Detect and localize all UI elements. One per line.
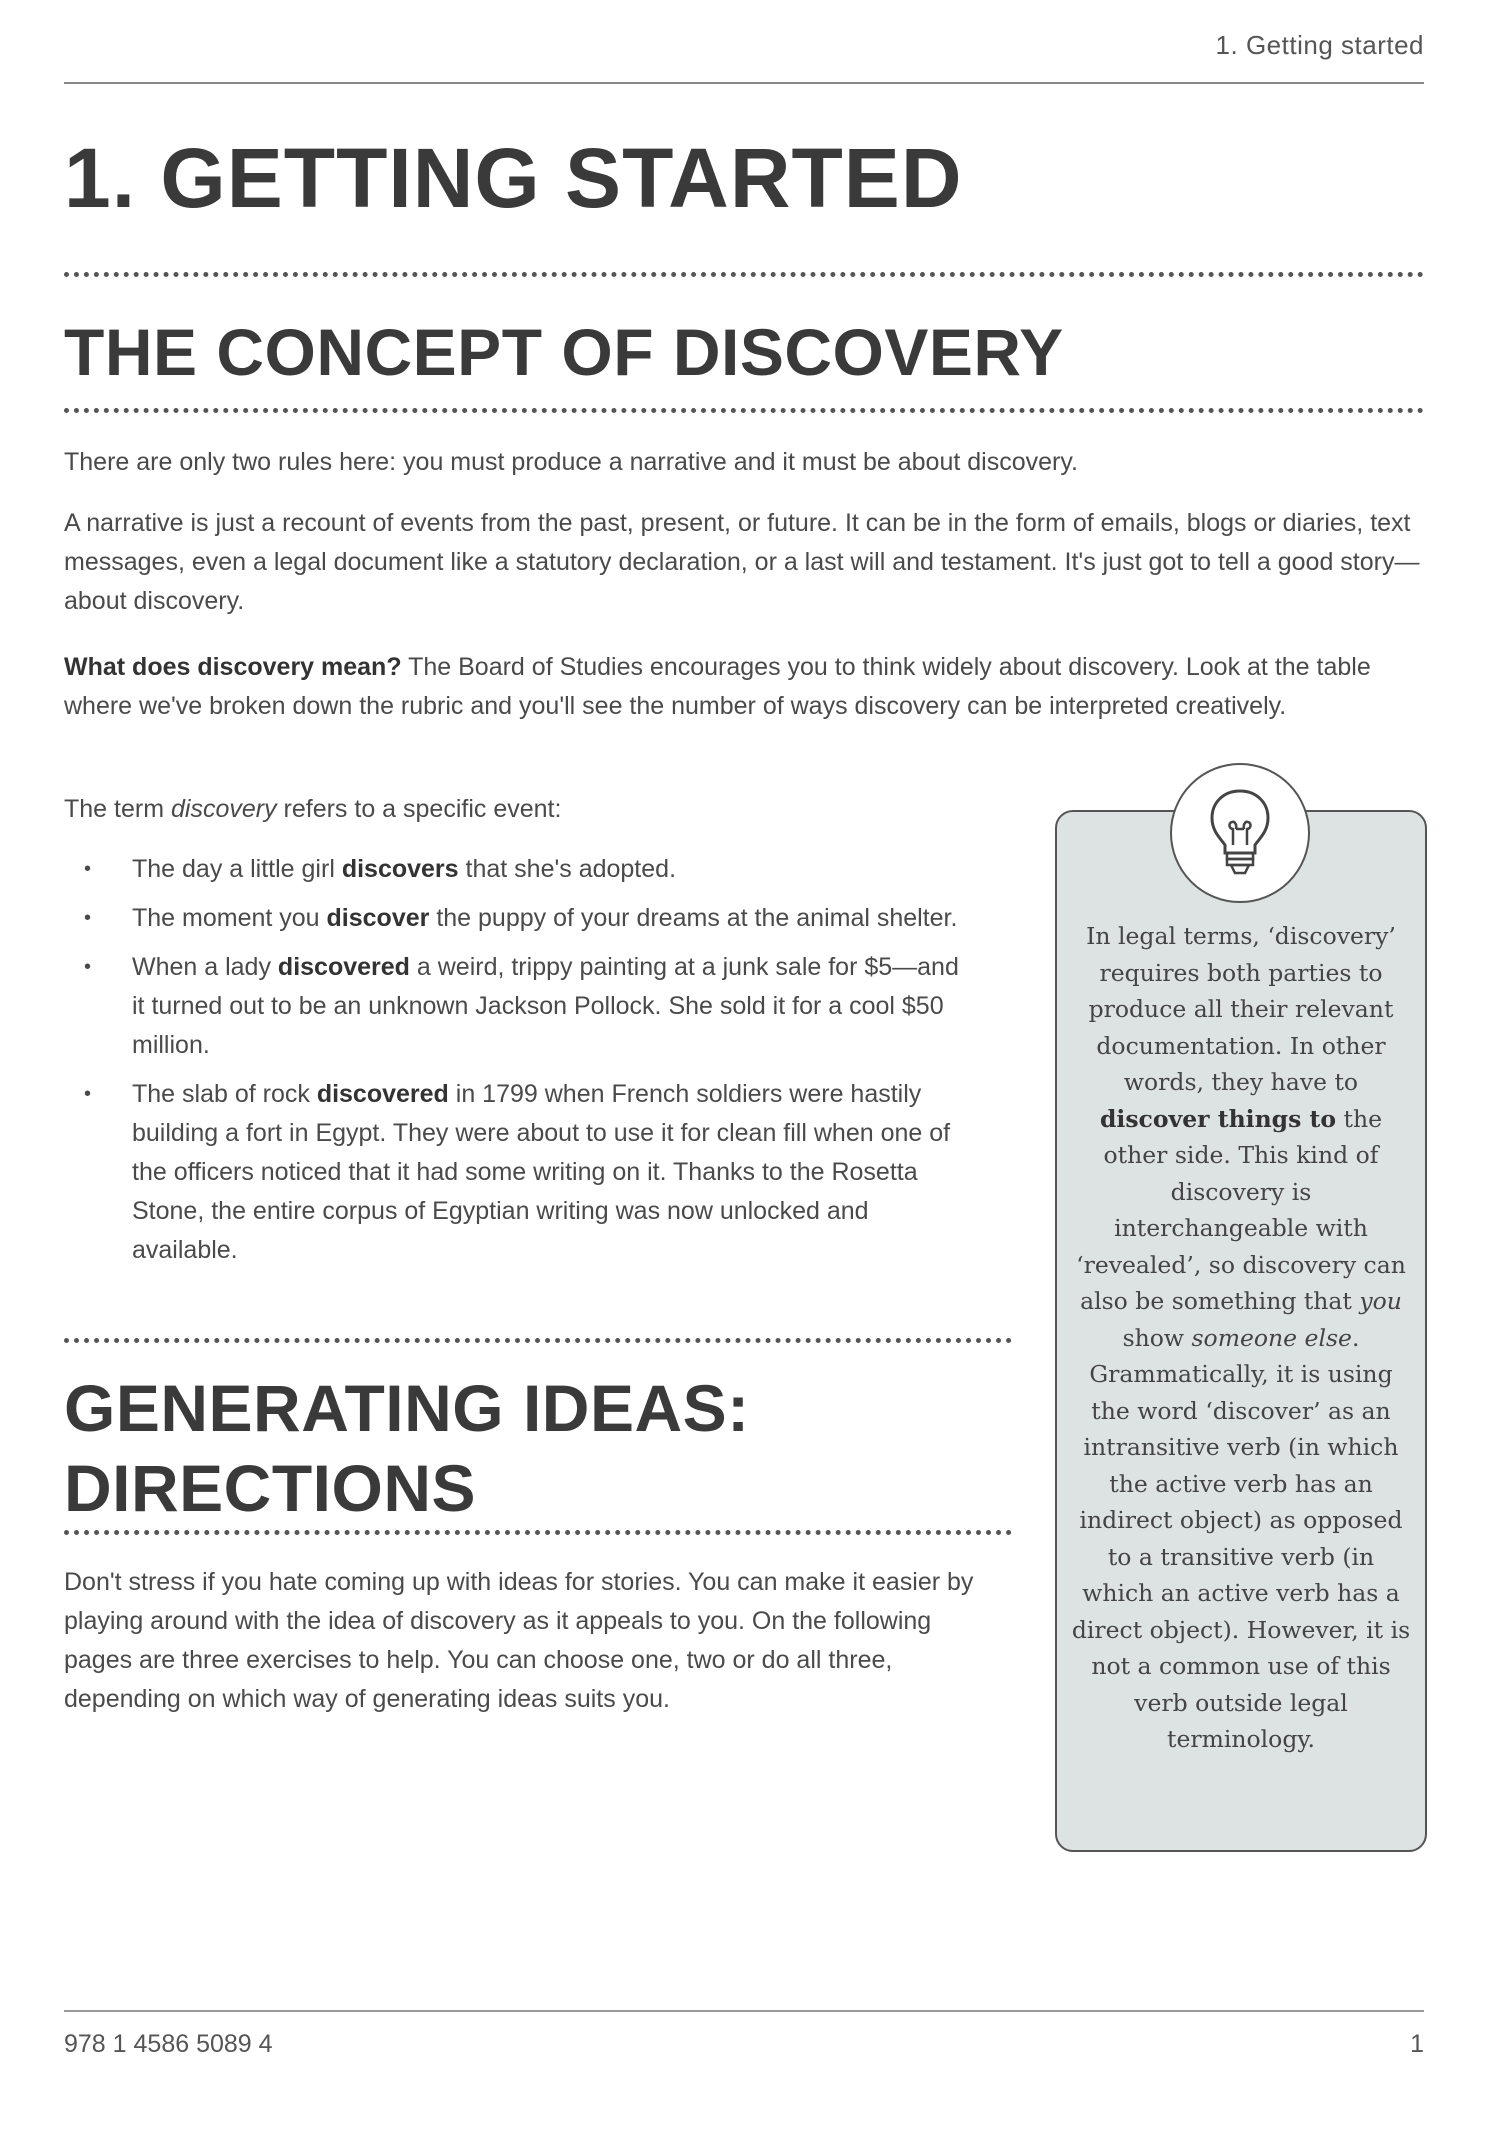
bullet-text: in 1799 when French soldiers were hastily building a fort in Egypt. They were about to use it for clean fill when one of the officers noticed that it had some writing on it. Thanks to the Rosetta Stone, the entire corpus of Egyptian writing was now unlocked and available. bbox=[132, 1080, 951, 1264]
tip-text-part: In legal terms, ‘discovery’ requires both parties to produce all their relevant documentation. In other words, they have to bbox=[1086, 922, 1396, 1096]
tip-text-part: the other side. This kind of discovery is interchangeable with ‘revealed’, so discovery can also be something that bbox=[1076, 1104, 1406, 1315]
bullet-text: When a lady bbox=[132, 953, 278, 981]
list-item bbox=[64, 948, 964, 1065]
lightbulb-icon bbox=[1170, 763, 1310, 903]
footer-rule bbox=[64, 2010, 1424, 2012]
tip-text bbox=[1070, 918, 1412, 1758]
dotted-divider bbox=[64, 408, 1424, 413]
section-title-concept: THE CONCEPT OF DISCOVERY bbox=[64, 315, 1064, 389]
bullet-bold: discovered bbox=[277, 953, 410, 981]
bullet-bold: discovered bbox=[316, 1080, 449, 1108]
question-lead: What does discovery mean? bbox=[64, 653, 402, 681]
lightbulb-icon-graphic bbox=[1207, 787, 1273, 879]
section-title-ideas bbox=[64, 1368, 750, 1528]
ideas-title-line2: DIRECTIONS bbox=[64, 1451, 477, 1525]
list-item bbox=[64, 1075, 964, 1270]
intro-paragraph: There are only two rules here: you must produce a narrative and it must be about discovery. bbox=[64, 448, 1078, 476]
bullet-bold: discovers bbox=[341, 855, 459, 883]
dotted-divider bbox=[64, 272, 1424, 277]
ideas-title-line1: GENERATING IDEAS: bbox=[64, 1371, 750, 1445]
dotted-divider bbox=[64, 1338, 1012, 1343]
ideas-paragraph: Don't stress if you hate coming up with ideas for stories. You can make it easier by playing around with the idea of discovery as it appeals to you. On the following pages are three exercises to help. You can choose one, two or do all three, depending on which way of generating ideas suits you. bbox=[64, 1568, 974, 1713]
bullet-text: that she's adopted. bbox=[458, 855, 677, 883]
tip-text-part: show bbox=[1122, 1323, 1192, 1352]
chapter-title: 1. GETTING STARTED bbox=[64, 131, 963, 225]
tip-text-bold: discover things to bbox=[1099, 1104, 1337, 1133]
list-item bbox=[64, 899, 964, 938]
question-body: The Board of Studies encourages you to think widely about discovery. Look at the table where we've broken down the rubric and you'll see the number of ways discovery can be interpreted creatively. bbox=[64, 653, 1371, 720]
term-post: refers to a specific event: bbox=[276, 795, 562, 823]
tip-text-italic: you bbox=[1359, 1287, 1402, 1315]
discovery-examples-list bbox=[64, 850, 964, 1280]
term-word: discovery bbox=[170, 795, 277, 823]
bullet-text: the puppy of your dreams at the animal shelter. bbox=[429, 904, 958, 932]
bullet-bold: discover bbox=[326, 904, 430, 932]
list-item bbox=[64, 850, 964, 889]
tip-text-italic: someone else bbox=[1191, 1323, 1352, 1352]
page-number: 1 bbox=[1410, 2030, 1424, 2058]
question-paragraph bbox=[64, 648, 1424, 726]
narrative-paragraph: A narrative is just a recount of events from the past, present, or future. It can be in the form of emails, blogs or diaries, text messages, even a legal document like a statutory declaration, or a last will and testament. It's just got to tell a good story—about discovery. bbox=[64, 509, 1420, 615]
term-pre: The term bbox=[64, 795, 171, 823]
running-header: 1. Getting started bbox=[1215, 30, 1424, 60]
bullet-text: The slab of rock bbox=[132, 1080, 317, 1108]
term-paragraph bbox=[64, 790, 964, 829]
header-rule bbox=[64, 82, 1424, 84]
tip-text-part: . Grammatically, it is using the word ‘discover’ as an intransitive verb (in which the active verb has an indirect object) as opposed to a transitive verb (in which an active verb has a direct object). However, it is not a common use of this verb outside legal terminology. bbox=[1071, 1323, 1411, 1753]
bullet-text: The moment you bbox=[132, 904, 327, 932]
isbn: 978 1 4586 5089 4 bbox=[64, 2030, 273, 2058]
bullet-text: a weird, trippy painting at a junk sale for $5—and it turned out to be an unknown Jackson Pollock. She sold it for a cool $50 million. bbox=[132, 953, 959, 1059]
dotted-divider bbox=[64, 1530, 1012, 1535]
bullet-text: The day a little girl bbox=[132, 855, 342, 883]
